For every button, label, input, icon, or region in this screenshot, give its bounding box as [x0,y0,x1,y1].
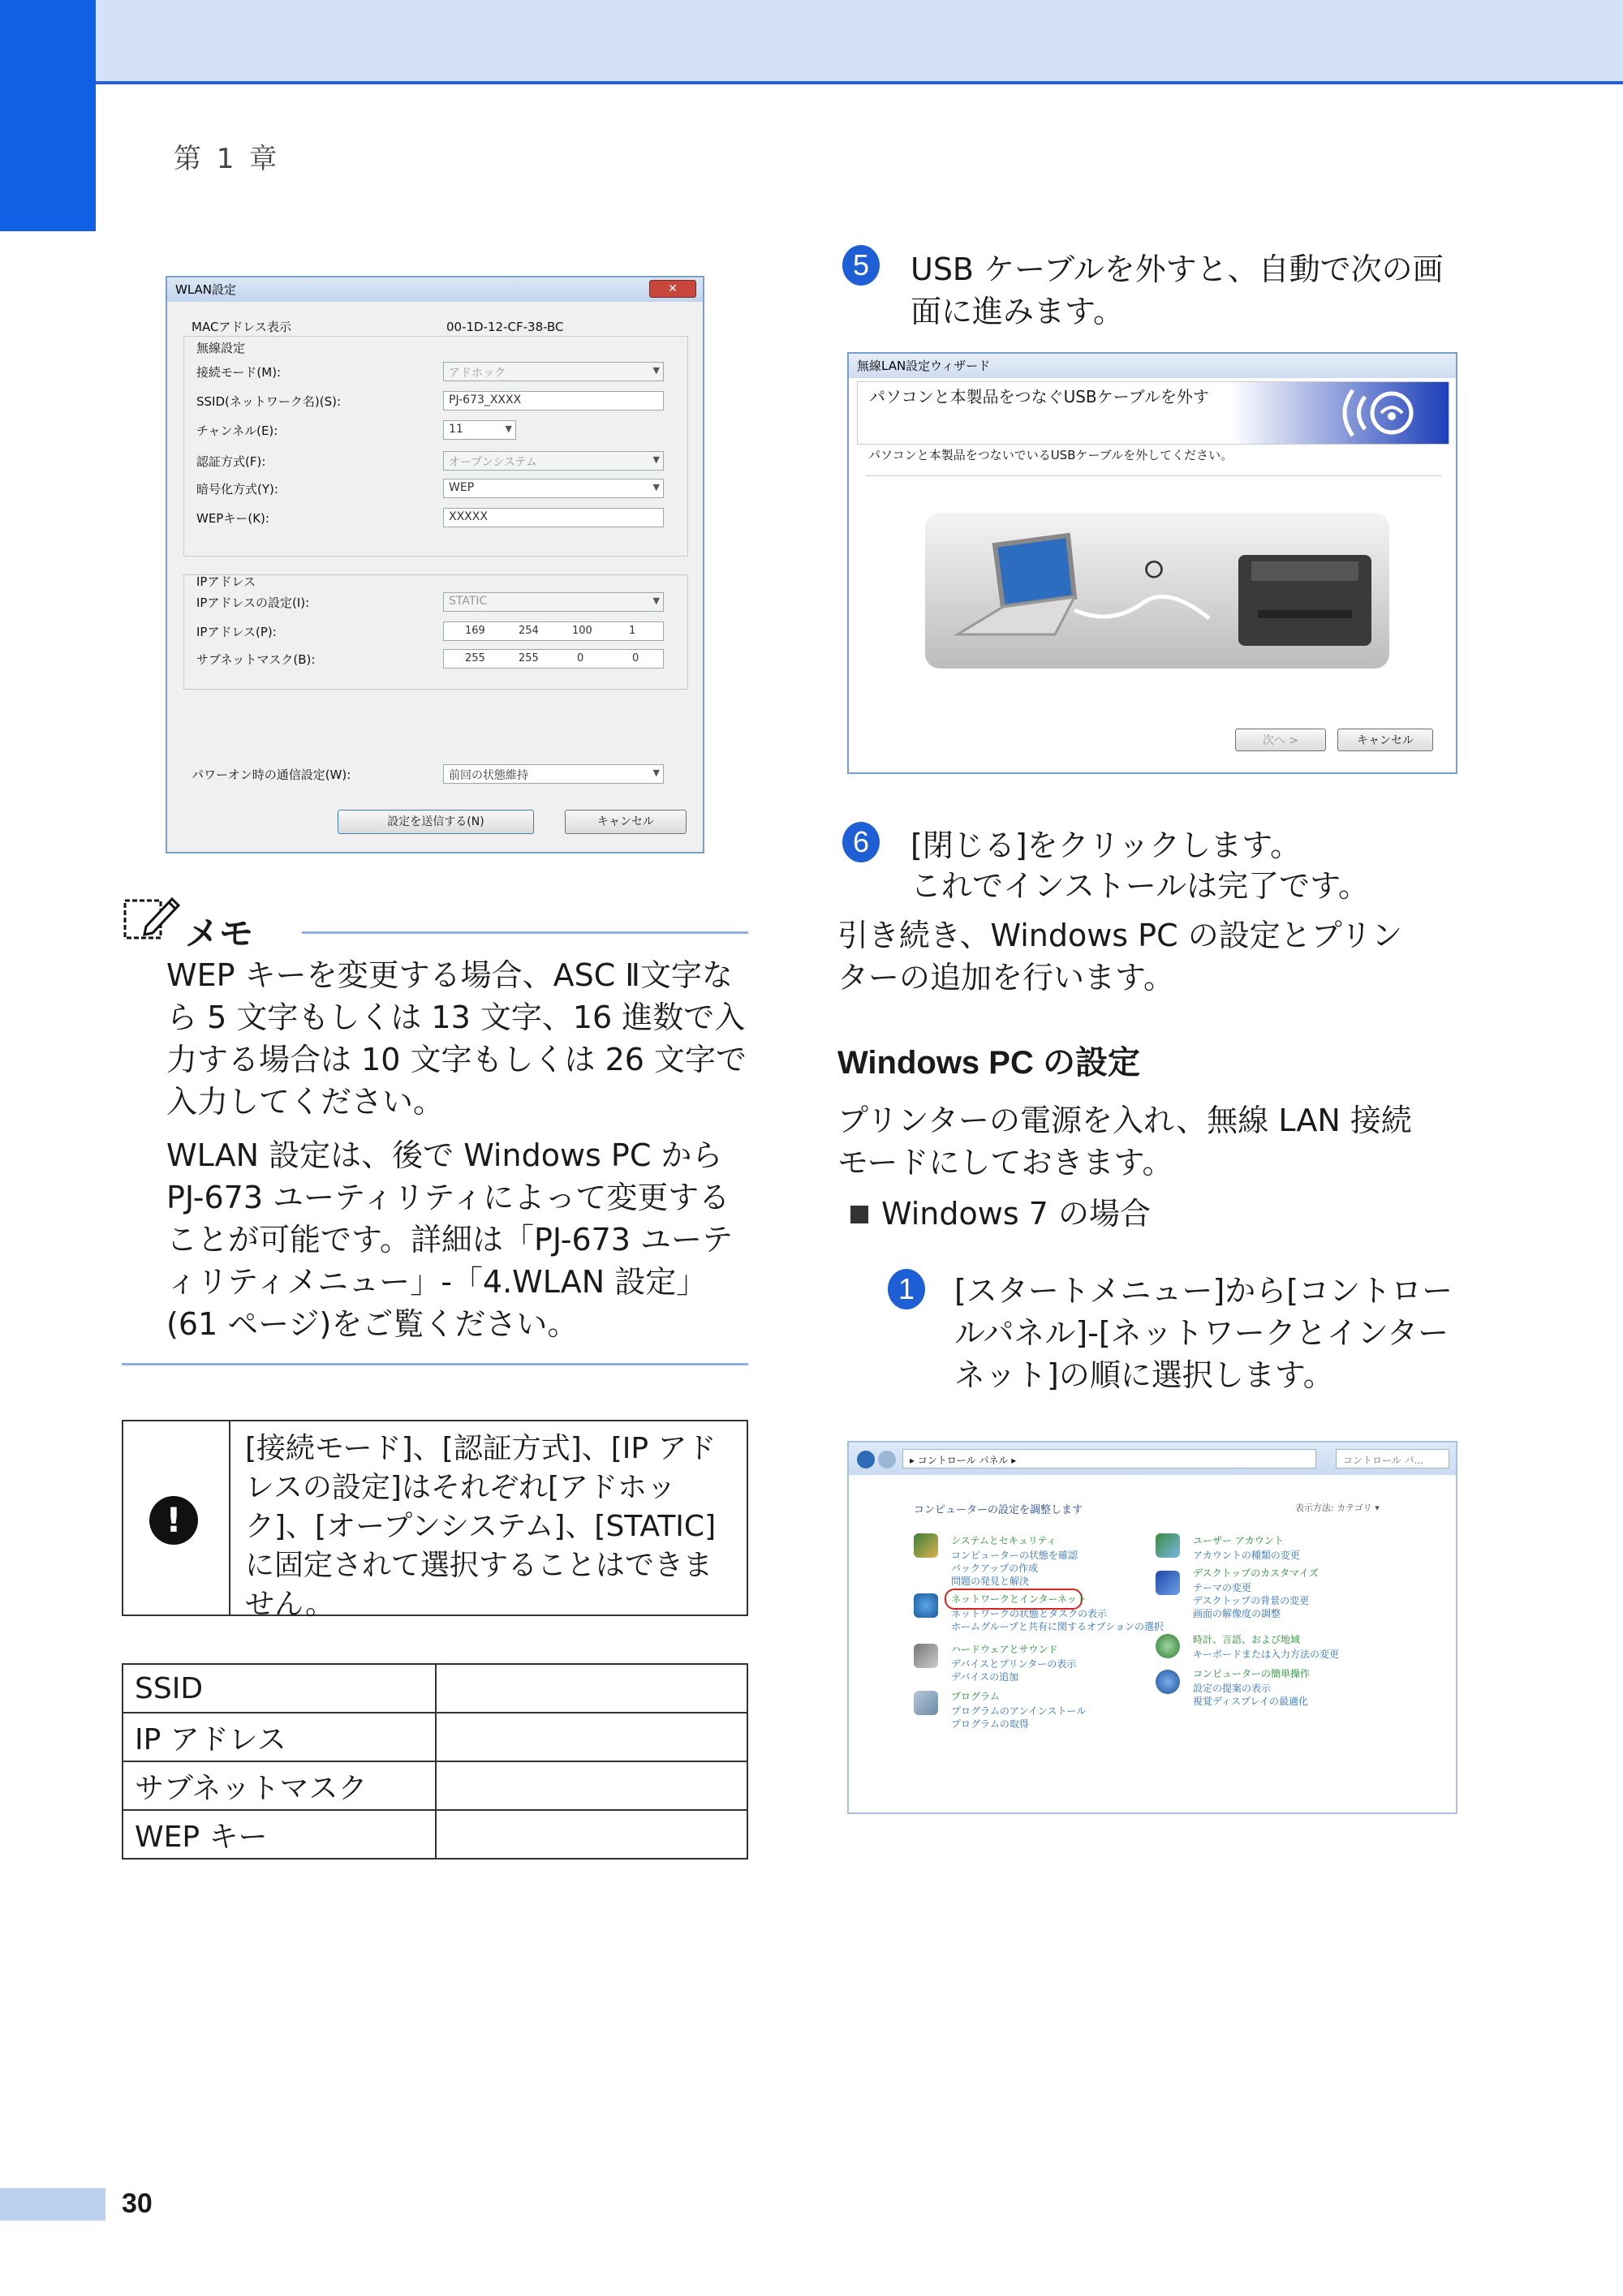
cp-task-link[interactable]: 問題の発見と解決 [951,1576,1030,1587]
table-row [123,1810,747,1859]
ip-octet-1: 169 [465,625,485,637]
memo-title: メモ [185,914,254,953]
cp-category-link[interactable]: プログラム [951,1691,1000,1702]
cp-task-link[interactable]: 画面の解像度の調整 [1193,1608,1281,1619]
channel-value: 11 [449,423,463,436]
table-row [123,1761,747,1810]
step-5-text: USB ケーブルを外すと、自動で次の画面に進みます。 [911,252,1444,329]
wepkey-label: WEPキー(K): [196,511,269,526]
caution-text: [接続モード]、[認証方式]、[IP アドレスの設定]はそれぞれ[アドホック]、[オープンシステム]、[STATIC]に固定されて選択することはできません。 [245,1432,717,1621]
wizard-subtext: パソコンと本製品をつないでいるUSBケーブルを外してください。 [868,448,1233,462]
cp-category-link[interactable]: ハードウェアとサウンド [951,1644,1058,1655]
cp-task-link[interactable]: 視覚ディスプレイの最適化 [1193,1696,1308,1707]
security-shield-icon [914,1533,938,1558]
step-6-badge: 6 [842,822,880,862]
table-row [123,1664,747,1713]
channel-label: チャンネル(E): [196,424,278,438]
network-globe-icon [914,1593,938,1618]
mask-octet-2: 255 [519,652,539,664]
mask-octet-3: 0 [577,652,584,664]
chevron-down-icon: ▼ [505,424,512,434]
ip-octet-4: 1 [629,625,636,637]
cp-task-link[interactable]: アカウントの種類の変更 [1193,1550,1300,1561]
wizard-heading: パソコンと本製品をつなぐUSBケーブルを外す [869,387,1209,406]
cp-toolbar [849,1443,1457,1475]
table-cell: WEP キー [123,1810,436,1859]
table-cell: SSID [123,1664,436,1713]
cp-task-link[interactable]: デバイスの追加 [951,1671,1019,1683]
wlan-wizard-window [847,352,1457,774]
memo-paragraph-2: WLAN 設定は、後で Windows PC から PJ-673 ユーティリティによって変更することが可能です。詳細は「PJ-673 ユーティリティメニュー」-「4.WLAN 設定」(61 ページ)をご覧ください。 [166,1137,734,1342]
close-icon[interactable]: ✕ [649,280,696,298]
memo-bottom-rule [122,1363,748,1365]
address-bar[interactable]: ▸ コントロール パネル ▸ [902,1449,1316,1468]
step-1-text: [スタートメニュー]から[コントロールパネル]-[ネットワークとインターネット]の順に選択します。 [954,1273,1453,1393]
bullet-text: Windows 7 の場合 [881,1196,1151,1232]
section-intro: プリンターの電源を入れ、無線 LAN 接続モードにしておきます。 [837,1103,1412,1180]
cp-category-link[interactable]: コンピューターの簡単操作 [1193,1668,1311,1679]
wepkey-input[interactable]: XXXXX [443,508,664,527]
ip-input[interactable] [443,621,664,641]
auth-select[interactable] [443,451,664,471]
mask-octet-1: 255 [465,652,485,664]
hardware-printer-icon [914,1644,938,1668]
programs-icon [914,1691,938,1715]
back-icon[interactable] [857,1451,875,1468]
page-number: 30 [122,2188,153,2219]
usb-cable-illustration [925,513,1389,669]
table-cell: サブネットマスク [123,1761,436,1810]
ipset-label: IPアドレスの設定(I): [196,595,310,610]
cp-heading: コンピューターの設定を調整します [914,1504,1083,1516]
power-value: 前回の状態維持 [449,769,528,782]
power-label: パワーオン時の通信設定(W): [192,767,351,782]
step-6-line1: [閉じる]をクリックします。 [911,828,1302,863]
mac-label: MACアドレス表示 [192,320,291,334]
chevron-down-icon: ▼ [652,482,660,492]
table-cell [436,1761,747,1810]
table-cell [436,1810,747,1859]
chevron-down-icon: ▼ [652,365,660,376]
cp-task-link[interactable]: プログラムの取得 [951,1718,1029,1730]
dialog-titlebar [167,277,703,302]
ip-octet-3: 100 [572,625,592,637]
chapter-tab [0,0,96,231]
chevron-down-icon: ▼ [652,767,660,778]
cp-task-link[interactable]: バックアップの作成 [951,1563,1039,1574]
ssid-label: SSID(ネットワーク名)(S): [196,394,342,409]
continue-text: 引き続き、Windows PC の設定とプリンターの追加を行います。 [837,918,1403,995]
auth-value: オープンシステム [449,456,537,469]
table-row [123,1713,747,1761]
power-select[interactable] [443,764,664,784]
header-band [96,0,1623,84]
enc-label: 暗号化方式(Y): [196,482,278,497]
chapter-label: 第 1 章 [174,143,281,175]
ipset-value: STATIC [449,595,488,608]
memo-rule [302,931,748,934]
chevron-down-icon: ▼ [652,595,660,606]
wlan-settings-dialog [166,276,704,853]
table-cell [436,1713,747,1761]
wireless-section-label: 無線設定 [196,341,246,355]
cp-task-link[interactable]: キーボードまたは入力方法の変更 [1193,1649,1340,1660]
wizard-heading-panel [857,381,1449,445]
wireless-signal-icon [1231,382,1449,444]
send-settings-button[interactable]: 設定を送信する(N) [338,810,534,834]
step-5-badge: 5 [842,245,880,286]
desktop-icon [1156,1571,1180,1595]
wizard-divider [865,475,1441,476]
cp-task-link[interactable]: プログラムのアンインストール [951,1705,1087,1717]
ease-of-access-icon [1156,1670,1180,1694]
ip-octet-2: 254 [519,625,539,637]
dialog-title: WLAN設定 [175,282,237,297]
cp-task-link[interactable]: ホームグループと共有に関するオプションの選択 [951,1621,1164,1632]
auth-label: 認証方式(F): [196,454,266,469]
mask-octet-4: 0 [632,652,639,664]
step-1-badge: 1 [888,1269,925,1309]
exclamation-icon: ! [149,1496,198,1545]
enc-select[interactable] [443,479,664,498]
cp-task-link[interactable]: 設定の提案の表示 [1193,1683,1272,1694]
mask-label: サブネットマスク(B): [196,652,316,667]
conn-mode-value: アドホック [449,367,506,380]
cp-task-link[interactable]: ネットワークの状態とタスクの表示 [951,1608,1108,1619]
cp-search-input[interactable]: コントロール パ... [1336,1449,1449,1468]
cp-category-link[interactable]: 時計、言語、および地域 [1193,1634,1301,1645]
cp-viewby[interactable]: 表示方法: カテゴリ ▾ [1295,1503,1380,1513]
channel-select[interactable] [443,420,516,440]
ip-section-label: IPアドレス [196,574,256,589]
ssid-input[interactable]: PJ-673_XXXX [443,391,664,411]
wizard-title: 無線LAN設定ウィザード [857,359,991,373]
memo-pencil-icon [122,894,183,943]
forward-icon[interactable] [878,1451,896,1468]
user-accounts-icon [1156,1533,1180,1558]
chevron-down-icon: ▼ [652,454,660,465]
table-cell: IP アドレス [123,1713,436,1761]
clock-globe-icon [1156,1634,1180,1658]
mac-value: 00-1D-12-CF-38-BC [446,320,564,334]
footer-band [0,2188,105,2221]
svg-text:⭘: ⭘ [1144,556,1164,584]
cp-task-link[interactable]: デバイスとプリンターの表示 [951,1658,1077,1670]
caution-box [122,1420,748,1621]
conn-mode-label: 接続モード(M): [196,365,282,380]
cp-task-link[interactable]: テーマの変更 [1193,1582,1252,1593]
cp-category-link[interactable]: ユーザー アカウント [1193,1535,1284,1546]
caution-divider [229,1421,230,1615]
settings-table [122,1663,748,1860]
mask-input[interactable] [443,649,664,669]
dialog-cancel-button[interactable]: キャンセル [565,810,687,834]
ipset-select[interactable] [443,592,664,612]
bullet-square [850,1206,868,1223]
wizard-titlebar [849,354,1456,378]
section-title: Windows PC の設定 [837,1045,1140,1081]
enc-value: WEP [449,481,475,494]
conn-mode-select[interactable] [443,362,664,381]
step-6-line2: これでインストールは完了です。 [911,868,1370,904]
memo-paragraph-1: WEP キーを変更する場合、ASC Ⅱ文字なら 5 文字もしくは 13 文字、16 進数で入力する場合は 10 文字もしくは 26 文字で入力してください。 [166,957,747,1120]
wizard-next-button[interactable]: 次へ > [1235,729,1326,751]
cp-category-link[interactable]: デスクトップのカスタマイズ [1193,1567,1319,1579]
cp-task-link[interactable]: コンピューターの状態を確認 [951,1550,1078,1561]
control-panel-window [847,1441,1457,1814]
network-internet-link[interactable]: ネットワークとインターネット [951,1593,1087,1605]
wizard-cancel-button[interactable]: キャンセル [1337,729,1433,751]
cp-category-link[interactable]: システムとセキュリティ [951,1535,1057,1546]
ip-label: IPアドレス(P): [196,625,277,639]
table-cell [436,1664,747,1713]
cp-task-link[interactable]: デスクトップの背景の変更 [1193,1595,1310,1606]
